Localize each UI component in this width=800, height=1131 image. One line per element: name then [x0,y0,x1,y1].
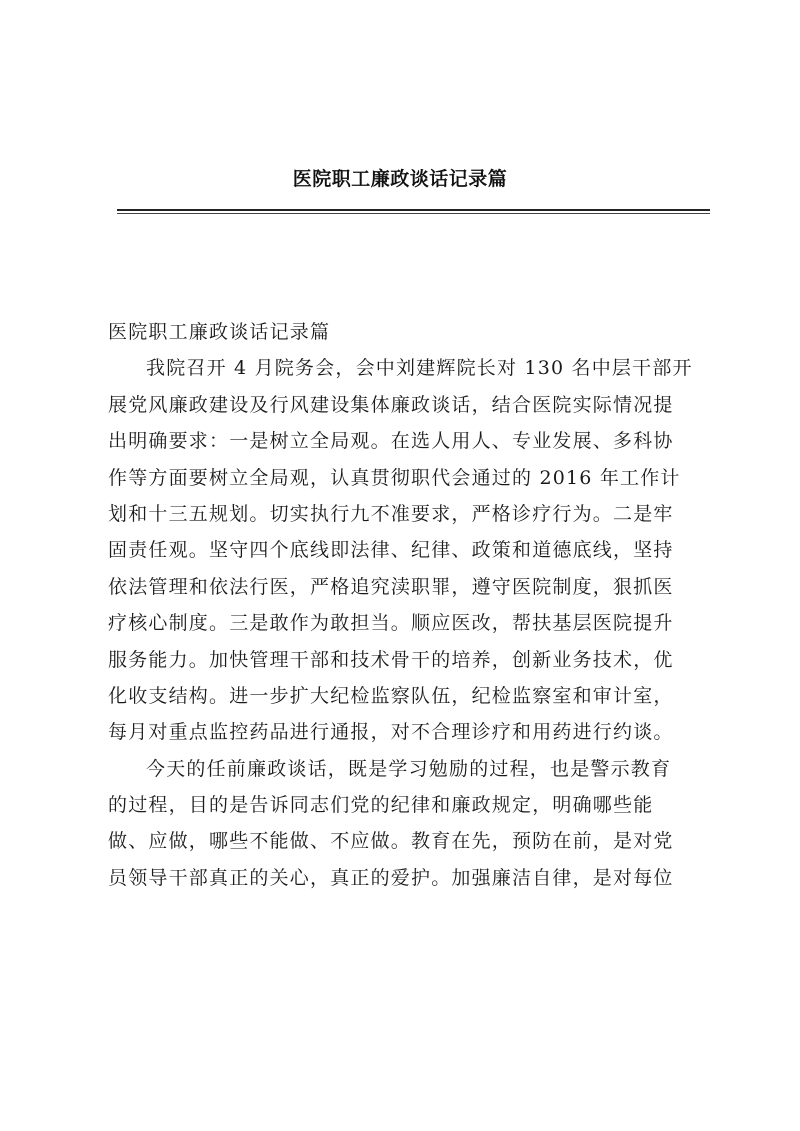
text-line: 疗核心制度。三是敢作为敢担当。顺应医改，帮扶基层医院提升 [108,612,674,635]
text-line: 医院职工廉政谈话记录篇 [108,321,331,343]
text-line: 做、应做，哪些不能做、不应做。教育在先，预防在前，是对党 [108,830,674,853]
title-underline-thick [117,209,710,211]
text-line: 每月对重点监控药品进行通报，对不合理诊疗和用药进行约谈。 [108,721,674,744]
text-line: 固责任观。坚守四个底线即法律、纪律、政策和道德底线，坚持 [108,539,674,562]
text-line: 作等方面要树立全局观，认真贯彻职代会通过的 2016 年工作计 [108,466,681,489]
text-line: 员领导干部真正的关心，真正的爱护。加强廉洁自律，是对每位 [108,866,674,889]
document-title: 医院职工廉政谈话记录篇 [292,168,508,190]
text-line: 依法管理和依法行医，严格追究渎职罪，遵守医院制度，狠抓医 [108,575,674,598]
text-line: 今天的任前廉政谈话，既是学习勉励的过程，也是警示教育 [146,757,672,780]
text-line: 我院召开 4 月院务会，会中刘建辉院长对 130 名中层干部开 [146,357,693,380]
text-line: 化收支结构。进一步扩大纪检监察队伍，纪检监察室和审计室， [108,684,674,707]
text-line: 展党风廉政建设及行风建设集体廉政谈话，结合医院实际情况提 [108,393,674,416]
text-line: 服务能力。加快管理干部和技术骨干的培养，创新业务技术，优 [108,648,674,671]
text-line: 的过程，目的是告诉同志们党的纪律和廉政规定，明确哪些能 [108,794,654,817]
text-line: 划和十三五规划。切实执行九不准要求，严格诊疗行为。二是牢 [108,502,674,525]
title-underline-thin [117,213,710,214]
document-body [108,314,708,896]
text-line: 出明确要求：一是树立全局观。在选人用人、专业发展、多科协 [108,430,674,453]
